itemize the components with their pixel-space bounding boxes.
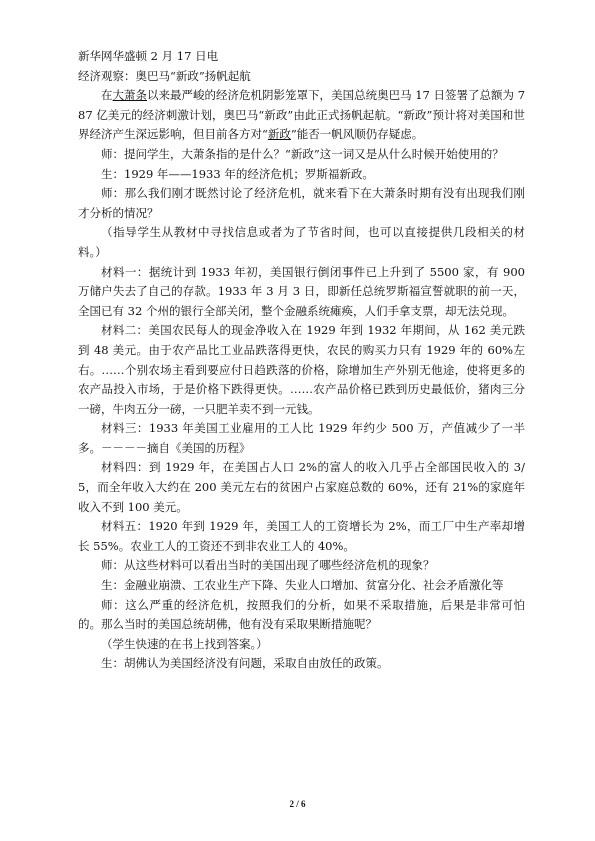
dialogue-teacher-summary-question: 师：从这些材料可以看出当时的美国出现了哪些经济危机的现象？ bbox=[101, 558, 435, 573]
material-three: 材料三：1933 年美国工业雇用的工人比 1929 年约少 500 万，产值减少了一半多。－－－－摘自《美国的历程》 bbox=[78, 421, 525, 455]
dialogue-teacher-question: 师：提问学生，大萧条指的是什么？“新政”这一词又是从什么时候开始使用的？ bbox=[101, 146, 504, 161]
underlined-term-new-deal: 新政 bbox=[267, 127, 291, 142]
dialogue-student-hoover: 生：胡佛认为美国经济没有问题，采取自由放任的政策。 bbox=[101, 656, 389, 671]
body-text bbox=[78, 47, 525, 674]
material-two: 材料二：美国农民每人的现金净收入在 1929 年到 1932 年期间，从 162 美元跌到 48 美元。由于农产品比工业品跌落得更快，农民的购买力只有 1929 年的 60%左右。……个别农场主看到要应付日趋跌落的价格，除增加生产外别无他途，使将更多的农产品投入市场，于是价格下跌得更快。……农产品价格已跌到历史最低价，猪肉三分一磅，牛肉五分一磅，一只肥羊卖不到一元钱。 bbox=[78, 323, 526, 416]
dialogue-student-answer: 生：1929 年——1933 年的经济危机；罗斯福新政。 bbox=[101, 166, 374, 181]
material-four: 材料四：到 1929 年，在美国占人口 2%的富人的收入几乎占全部国民收入的 3/5，而全年收入大约在 200 美元左右的贫困户占家庭总数的 60%，还有 21%的家庭年收入不到 100 美元。 bbox=[78, 460, 525, 514]
material-five: 材料五：1920 年到 1929 年，美国工人的工资增长为 2%，而工厂中生产率却增长 55%。农业工人的工资还不到非农业工人的 40%。 bbox=[78, 519, 525, 553]
underlined-term-great-depression: 大萧条 bbox=[112, 88, 148, 103]
dialogue-student-summary: 生：金融业崩溃、工农业生产下降、失业人口增加、贫富分化、社会矛盾激化等 bbox=[101, 578, 504, 593]
page-number: 2 / 6 bbox=[289, 799, 306, 809]
news-paragraph bbox=[78, 86, 525, 145]
teaching-note-2: （学生快速的在书上找到答案。） bbox=[101, 636, 268, 651]
headline: 经济观察：奥巴马“新政”扬帆起航 bbox=[78, 68, 251, 83]
news-text-b: 以来最严峻的经济危机阴影笼罩下，美国总统奥巴马 17 日签署了总额为 787 亿美元的经济刺激计划，奥巴马“新政”由此正式扬帆起航。“新政”预计将对美国和世界经济产生深远影响，但目前各方对“ bbox=[78, 88, 526, 142]
dialogue-teacher-prompt: 师：那么我们刚才既然讨论了经济危机，就来看下在大萧条时期有没有出现我们刚才分析的情况？ bbox=[78, 186, 525, 220]
dateline: 新华网华盛顿 2 月 17 日电 bbox=[78, 49, 219, 63]
teaching-note: （指导学生从教材中寻找信息或者为了节省时间，也可以直接提供几段相关的材料。） bbox=[78, 225, 525, 259]
dialogue-teacher-hoover-question: 师：这么严重的经济危机，按照我们的分析，如果不采取措施，后果是非常可怕的。那么当时的美国总统胡佛，他有没有采取果断措施呢？ bbox=[78, 597, 525, 632]
material-one: 材料一：据统计到 1933 年初，美国银行倒闭事件已上升到了 5500 家，有 900 万储户失去了自己的存款。1933 年 3 月 3 日，即新任总统罗斯福宣誓就职的前一天，全国已有 32 个州的银行全部关闭，整个金融系统瘫痪，人们手拿支票，却无法兑现。 bbox=[78, 264, 525, 318]
news-text-a: 在 bbox=[101, 88, 113, 103]
news-text-c: ”能否一帆风顺仍存疑虑。 bbox=[290, 127, 424, 142]
